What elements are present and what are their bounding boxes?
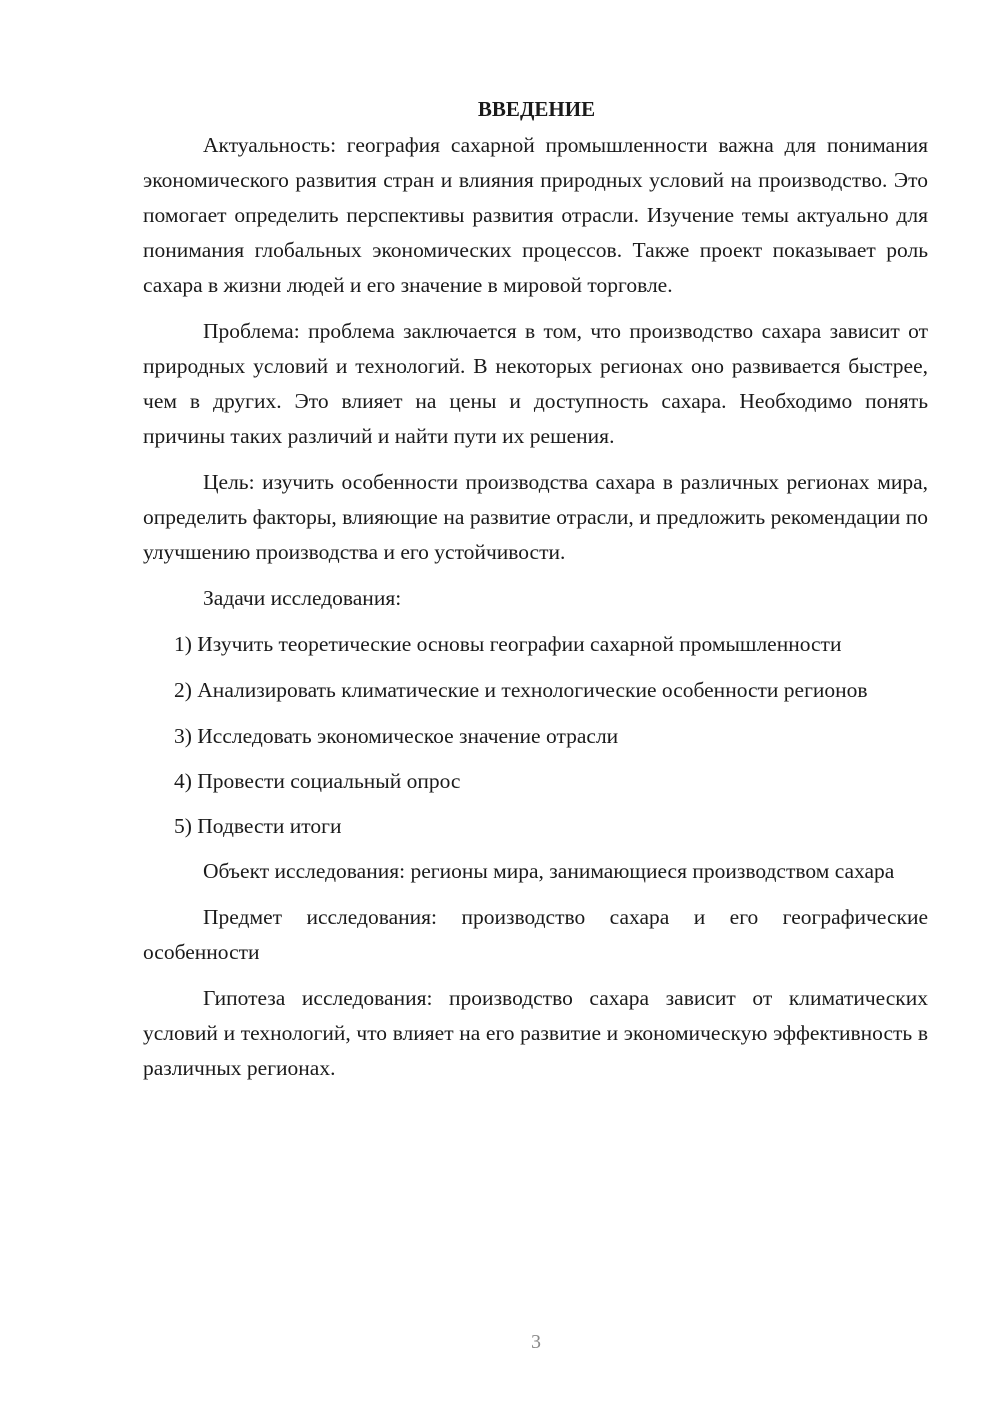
problem-paragraph: Проблема: проблема заключается в том, что производство сахара зависит от природных условий и технологий. В некоторых регионах оно развивается быстрее, чем в других. Это влияет на цены и доступность сахара. Необходимо понять причины таких различий и найти пути их решения. xyxy=(143,319,928,448)
task-item-1: 1) Изучить теоретические основы географии сахарной промышленности xyxy=(174,632,842,656)
section-title: ВВЕДЕНИЕ xyxy=(477,97,596,121)
task-item-2: 2) Анализировать климатические и технологические особенности регионов xyxy=(174,678,868,702)
task-item-3: 3) Исследовать экономическое значение отрасли xyxy=(174,724,619,748)
object-paragraph: Объект исследования: регионы мира, занимающиеся производством сахара xyxy=(203,859,895,883)
subject-paragraph: Предмет исследования: производство сахара и его географические особенности xyxy=(143,905,928,964)
tasks-heading: Задачи исследования: xyxy=(203,586,402,610)
task-item-4: 4) Провести социальный опрос xyxy=(174,769,461,793)
hypothesis-paragraph: Гипотеза исследования: производство сахара зависит от климатических условий и технологий, что влияет на его развитие и экономическую эффективность в различных регионах. xyxy=(143,986,928,1080)
goal-paragraph: Цель: изучить особенности производства сахара в различных регионах мира, определить факторы, влияющие на развитие отрасли, и предложить рекомендации по улучшению производства и его устойчивости. xyxy=(143,470,928,564)
document-page xyxy=(143,92,928,1097)
page-number: 3 xyxy=(531,1331,541,1353)
task-item-5: 5) Подвести итоги xyxy=(174,814,342,838)
relevance-paragraph: Актуальность: география сахарной промышленности важна для понимания экономического развития стран и влияния природных условий на производство. Это помогает определить перспективы развития отрасли. Изучение темы актуально для понимания глобальных экономических процессов. Также проект показывает роль сахара в жизни людей и его значение в мировой торговле. xyxy=(143,133,928,297)
